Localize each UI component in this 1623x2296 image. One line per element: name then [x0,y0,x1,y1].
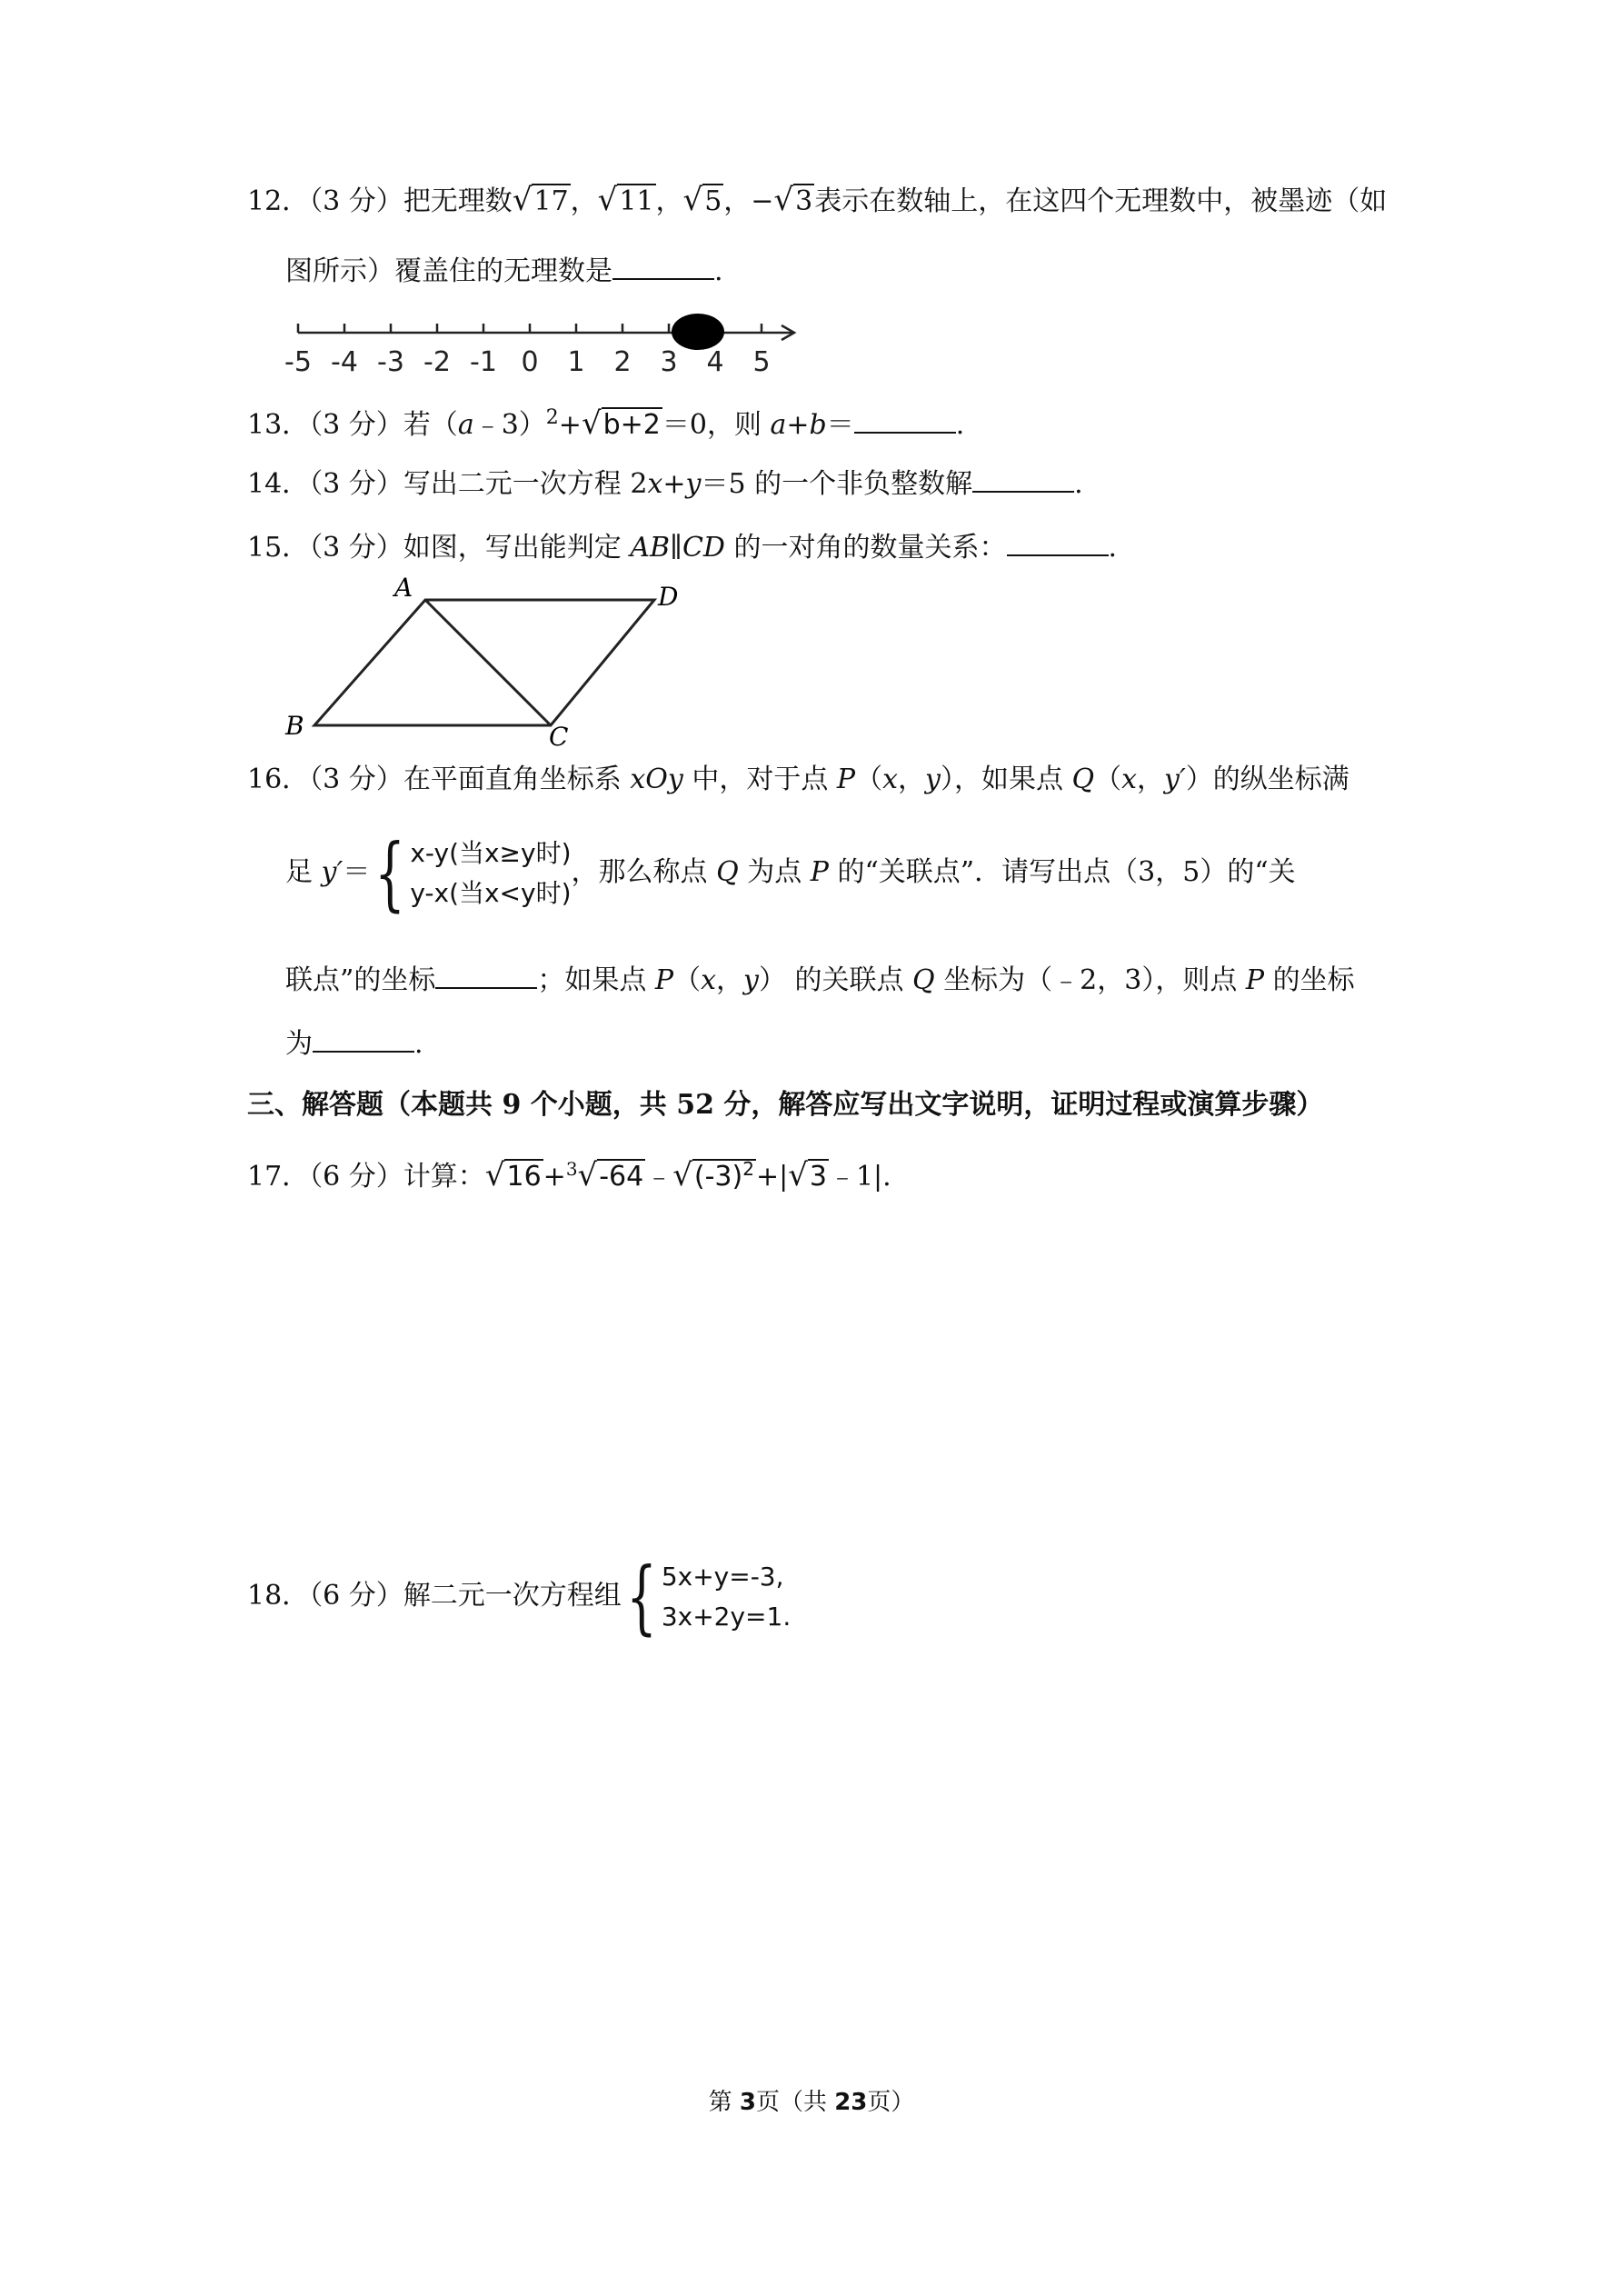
question-12-line-1: 12．（3 分）把无理数√17，√11，√5，−√3表示在数轴上，在这四个无理数中，被墨迹（如 [247,182,1388,218]
axis-tick-label: 2 [613,346,632,378]
question-score: （6 分） [309,1580,403,1612]
axis-tick-label: -2 [423,346,451,378]
axis-tick-label: 4 [706,346,724,378]
sqrt-16: √16 [484,1157,542,1193]
page-footer: 第 3页（共 23页） [708,2089,915,2116]
piecewise-definition: { x-y(当x≥y时) y-x(当x<y时) [374,826,572,920]
number-line-figure [284,309,811,382]
sqrt-11: √11 [597,182,654,218]
diagonal-ac [425,600,551,725]
axis-tick-label: 3 [660,346,678,378]
axis-tick-label: 5 [752,346,771,378]
answer-blank [972,464,1074,493]
question-12-line-2: 图所示）覆盖住的无理数是 . [285,251,723,290]
vertex-label-b: B [285,711,304,741]
question-number: 13． [247,409,310,441]
parallelogram-abcd [314,600,654,725]
question-number: 18． [247,1580,310,1612]
case-1: x-y(当x≥y时) [410,838,572,868]
answer-blank [854,404,956,434]
question-16-line-3: 联点”的坐标 ；如果点 P（x，y） 的关联点 Q 坐标为（﹣2，3），则点 P 的坐标 [285,960,1355,999]
question-number: 16． [247,764,310,795]
neg-sqrt-3: −√3 [751,182,813,218]
question-score: （3 分） [309,764,403,795]
question-score: （3 分） [309,185,403,217]
question-14-line: 14．（3 分）写出二元一次方程 2x+y＝5 的一个非负整数解 . [247,464,1083,503]
sqrt-neg3-squared: $√(-3)^2$ [672,1157,754,1193]
vertex-label-a: A [394,573,413,603]
question-score: （3 分） [309,468,403,500]
axis-tick-label: -4 [331,346,358,378]
total-pages: 23 [834,2089,868,2116]
case-2: y-x(当x<y时) [410,878,572,908]
sqrt-3: √3 [788,1157,827,1193]
sqrt-17: √17 [512,182,569,218]
axis-tick-label: 1 [567,346,585,378]
question-16-line-4: 为 . [285,1023,423,1063]
axis-tick-label: -3 [377,346,404,378]
question-18-line: 18．（6 分）解二元一次方程组 { 5x+y=-3, 3x+2y=1. [247,1550,792,1643]
ink-blot [672,314,724,350]
answer-blank [612,251,714,280]
axis-tick-label: -5 [284,346,312,378]
question-13-line: 13．（3 分）若（a﹣3）$^2$+√b+2＝0，则 a+b＝ . [247,405,965,442]
answer-blank [1007,527,1109,556]
answer-blank-1 [435,960,537,989]
parallelogram-figure [273,573,700,754]
question-17-line: 17．（6 分）计算：$√16+^3√-64﹣√(-3)^2+|√3﹣1|$. [247,1151,891,1195]
question-number: 14． [247,468,310,500]
sqrt-5: √5 [682,182,722,218]
question-number: 15． [247,532,310,564]
current-page: 3 [739,2089,756,2116]
question-number: 17． [247,1161,310,1193]
vertex-label-c: C [549,722,569,752]
question-score: （3 分） [309,409,403,441]
question-text: 把无理数 [403,185,513,217]
equation-1: 5x+y=-3, [661,1562,784,1592]
question-number: 12． [247,185,310,217]
answer-blank-2 [313,1023,414,1053]
axis-tick-label: -1 [470,346,497,378]
equation-2: 3x+2y=1. [661,1602,792,1632]
sqrt-b-plus-2: √b+2 [581,405,661,442]
section-heading: 三、解答题（本题共 9 个小题，共 52 分，解答应写出文字说明，证明过程或演算步骤） [247,1089,1324,1121]
equation-system: { 5x+y=-3, 3x+2y=1. [626,1550,792,1643]
question-score: （3 分） [309,532,403,564]
cube-root-neg-64: √-64 [577,1157,644,1193]
vertex-label-d: D [658,582,679,612]
question-text: 表示在数轴上，在这四个无理数中，被墨迹（如 [814,185,1388,217]
question-15-line: 15．（3 分）如图，写出能判定 AB∥CD 的一对角的数量关系： . [247,527,1117,566]
question-score: （6 分） [309,1161,403,1193]
question-text: 图所示）覆盖住的无理数是 [285,255,612,287]
axis-tick-label: 0 [521,346,539,378]
question-16-line-2: 足 y′＝ { x-y(当x≥y时) y-x(当x<y时) ，那么称点 Q 为点 P 的“关联点”．请写出点（3，5）的“关 [285,826,1296,920]
question-16-line-1: 16．（3 分）在平面直角坐标系 xOy 中，对于点 P（x，y），如果点 Q（x，y′）的纵坐标满 [247,764,1349,795]
